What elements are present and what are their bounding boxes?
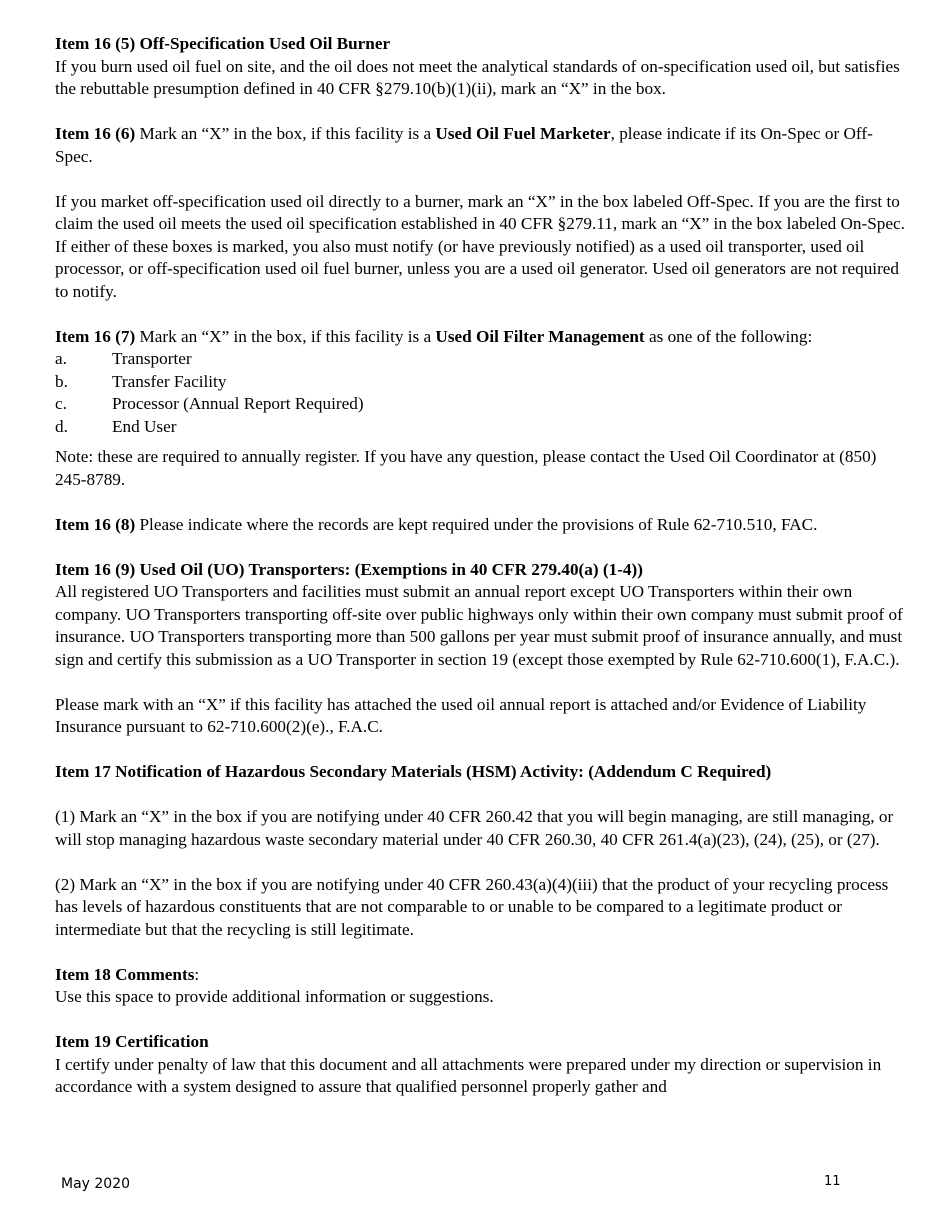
section-body: Use this space to provide additional information or suggestions. [55,987,494,1006]
section-item-16-9 [55,559,905,739]
document-body [55,33,905,1099]
section-item-16-8: Item 16 (8) Please indicate where the records are kept required under the provisions of Rule 62-710.510, FAC. [55,514,818,534]
item-label: Item 16 (7) [55,326,136,346]
term-used-oil-filter-management: Used Oil Filter Management [435,326,645,346]
section-intro: Item 16 (7) Mark an “X” in the box, if this facility is a Used Oil Filter Management as one of the following: [55,326,813,346]
list-item: a. Transporter [55,349,192,368]
item-label: Item 16 (8) [55,514,136,534]
section-item-16-7 [55,326,905,492]
section-intro: Item 16 (6) Mark an “X” in the box, if this facility is a Used Oil Fuel Marketer, please indicate if its On-Spec or Off-Spec. [55,124,873,166]
item-label: Item 16 (6) [55,124,136,143]
section-body: All registered UO Transporters and facilities must submit an annual report except UO Transporters within their own company. UO Transporters transporting off-site over public highways only within their own company must submit proof of insurance. UO Transporters transporting more than 500 gallons per year must submit proof of insurance annually, and must sign and certify this submission as a UO Transporter in section 19 (except those exempted by Rule 62-710.600(1), F.A.C.). [55,582,903,669]
section-item-16-6 [55,123,905,303]
section-paragraph: Please mark with an “X” if this facility has attached the used oil annual report is attached and/or Evidence of Liability Insurance pursuant to 62-710.600(2)(e)., F.A.C. [55,694,867,736]
section-item-19 [55,1031,905,1099]
section-paragraph: (1) Mark an “X” in the box if you are notifying under 40 CFR 260.42 that you will begin managing, are still managing, or will stop managing hazardous waste secondary material under 40 CFR 260.30, 40 CFR 261.4(a)(23), (24), (25), or (27). [55,807,894,849]
section-body: I certify under penalty of law that this document and all attachments were prepared under my direction or supervision in accordance with a system designed to assure that qualified personnel properly gather and [55,1054,882,1096]
section-heading: Item 16 (9) Used Oil (UO) Transporters: (Exemptions in 40 CFR 279.40(a) (1-4)) [55,559,643,579]
page-number: 11 [824,1174,841,1189]
list-item: b. Transfer Facility [55,371,227,391]
note: Note: these are required to annually register. If you have any question, please contact the Used Oil Coordinator at (850) 245-8789. [55,447,877,489]
section-body: If you burn used oil fuel on site, and the oil does not meet the analytical standards of on-specification used oil, but satisfies the rebuttable presumption defined in 40 CFR §279.10(b)(1)(ii), mark an “X” in the box. [55,56,900,98]
section-item-16-5 [55,33,905,101]
section-heading: Item 18 Comments [55,964,195,984]
section-paragraph: If you market off-specification used oil directly to a burner, mark an “X” in the box labeled Off-Spec. If you are the first to claim the used oil meets the used oil specification established in 40 CFR §279.11, mark an “X” in the box labeled On-Spec. If either of these boxes is marked, you also must notify (or have previously notified) as a used oil transporter, used oil processor, or off-specification used oil fuel burner, unless you are a used oil generator. Used oil generators are not required to notify. [55,191,905,301]
term-used-oil-fuel-marketer: Used Oil Fuel Marketer [435,124,611,143]
footer-date: May 2020 [61,1176,131,1192]
section-item-18: Item 18 Comments: Use this space to provide additional information or suggestions. [55,964,905,1009]
section-heading: Item 16 (5) Off-Specification Used Oil Burner [55,34,391,53]
section-heading: Item 17 Notification of Hazardous Secondary Materials (HSM) Activity: (Addendum C Required) [55,762,772,781]
list-item: c. Processor (Annual Report Required) [55,394,364,413]
section-heading: Item 19 Certification [55,1032,209,1051]
filter-management-list [55,348,905,438]
section-paragraph: (2) Mark an “X” in the box if you are notifying under 40 CFR 260.43(a)(4)(iii) that the product of your recycling process has levels of hazardous constituents that are not comparable to or unable to be compared to a legitimate product or intermediate but that the recycling is still legitimate. [55,874,889,939]
section-item-17 [55,761,905,941]
list-item: d. End User [55,416,177,436]
